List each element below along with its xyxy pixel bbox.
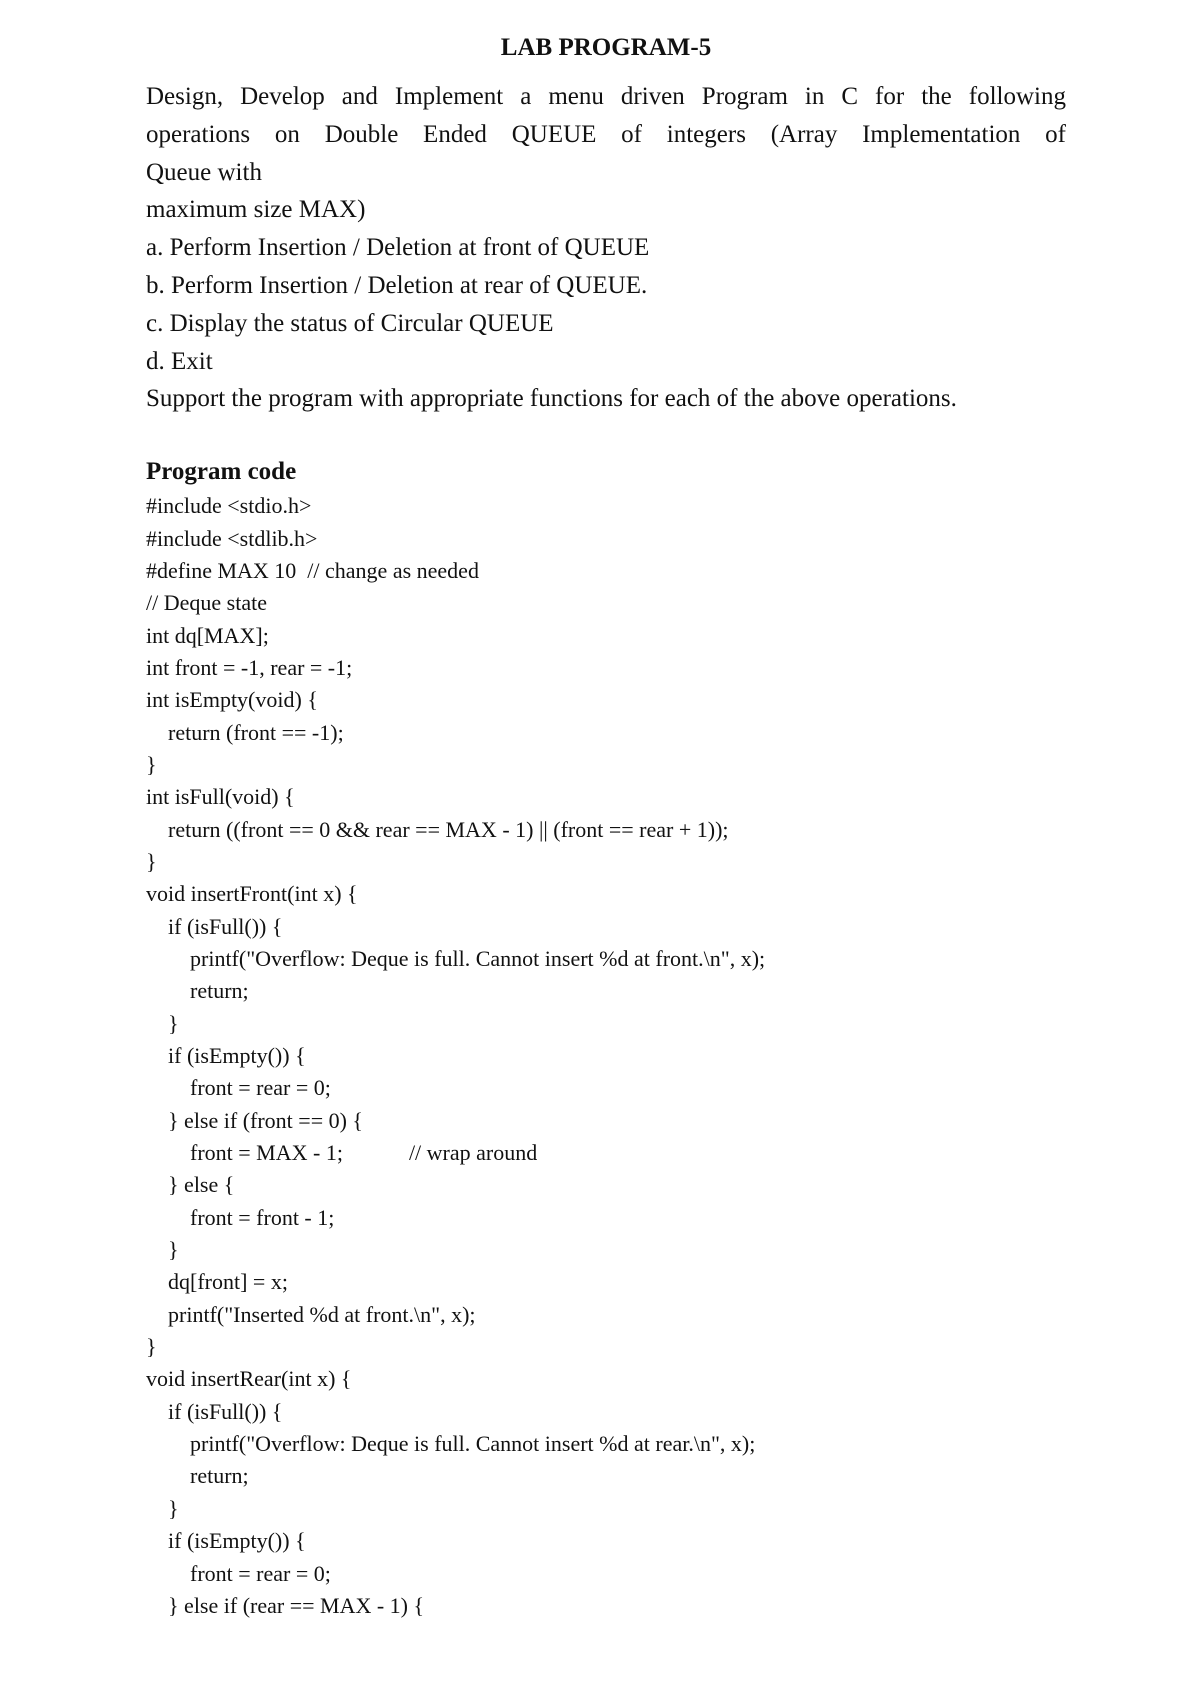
code-line: if (isEmpty()) { bbox=[146, 1043, 306, 1069]
description-line-4: maximum size MAX) bbox=[146, 196, 366, 224]
menu-item-d: d. Exit bbox=[146, 347, 213, 375]
code-line: return; bbox=[146, 978, 249, 1004]
code-line: int dq[MAX]; bbox=[146, 622, 269, 648]
code-line: } bbox=[146, 848, 157, 874]
problem-description bbox=[146, 78, 1066, 418]
code-line: } bbox=[146, 1495, 179, 1521]
description-line-1: Design, Develop and Implement a menu driven Program in C for the following bbox=[146, 83, 1066, 110]
code-line: #include <stdlib.h> bbox=[146, 525, 318, 551]
code-line: } bbox=[146, 1334, 157, 1360]
description-line-3: Queue with bbox=[146, 158, 262, 186]
code-line: int isFull(void) { bbox=[146, 784, 295, 810]
code-line: printf("Overflow: Deque is full. Cannot insert %d at rear.\n", x); bbox=[146, 1431, 756, 1457]
document-page bbox=[146, 30, 1066, 1622]
menu-item-c: c. Display the status of Circular QUEUE bbox=[146, 309, 554, 337]
code-line: if (isFull()) { bbox=[146, 913, 283, 939]
code-line: return ((front == 0 && rear == MAX - 1) || (front == rear + 1)); bbox=[146, 816, 729, 842]
code-line: } else if (front == 0) { bbox=[146, 1107, 363, 1133]
description-line-2: operations on Double Ended QUEUE of integers (Array Implementation of bbox=[146, 120, 1066, 148]
code-line: dq[front] = x; bbox=[146, 1269, 288, 1295]
code-line: #include <stdio.h> bbox=[146, 493, 312, 519]
code-line: int front = -1, rear = -1; bbox=[146, 654, 353, 680]
support-note: Support the program with appropriate functions for each of the above operations. bbox=[146, 385, 957, 413]
code-line: front = front - 1; bbox=[146, 1204, 335, 1230]
code-line: return (front == -1); bbox=[146, 719, 344, 745]
code-line: if (isEmpty()) { bbox=[146, 1528, 306, 1554]
code-line: } bbox=[146, 751, 157, 777]
code-line: } bbox=[146, 1010, 179, 1036]
code-line: return; bbox=[146, 1463, 249, 1489]
code-line: // Deque state bbox=[146, 590, 267, 616]
code-line: front = MAX - 1; // wrap around bbox=[146, 1140, 538, 1166]
code-line: printf("Inserted %d at front.\n", x); bbox=[146, 1301, 476, 1327]
code-line: front = rear = 0; bbox=[146, 1075, 331, 1101]
menu-item-b: b. Perform Insertion / Deletion at rear of QUEUE. bbox=[146, 271, 648, 299]
menu-item-a: a. Perform Insertion / Deletion at front of QUEUE bbox=[146, 234, 650, 262]
code-line: int isEmpty(void) { bbox=[146, 687, 318, 713]
code-line: front = rear = 0; bbox=[146, 1560, 331, 1586]
program-code-heading: Program code bbox=[146, 458, 297, 486]
code-line: void insertFront(int x) { bbox=[146, 881, 358, 907]
code-line: } else if (rear == MAX - 1) { bbox=[146, 1592, 425, 1618]
code-line: } else { bbox=[146, 1172, 235, 1198]
code-line: if (isFull()) { bbox=[146, 1398, 283, 1424]
code-block bbox=[146, 490, 1066, 1622]
code-line: } bbox=[146, 1237, 179, 1263]
code-line: #define MAX 10 // change as needed bbox=[146, 557, 479, 583]
code-line: printf("Overflow: Deque is full. Cannot insert %d at front.\n", x); bbox=[146, 945, 766, 971]
page-title: LAB PROGRAM-5 bbox=[500, 34, 712, 61]
code-line: void insertRear(int x) { bbox=[146, 1366, 352, 1392]
